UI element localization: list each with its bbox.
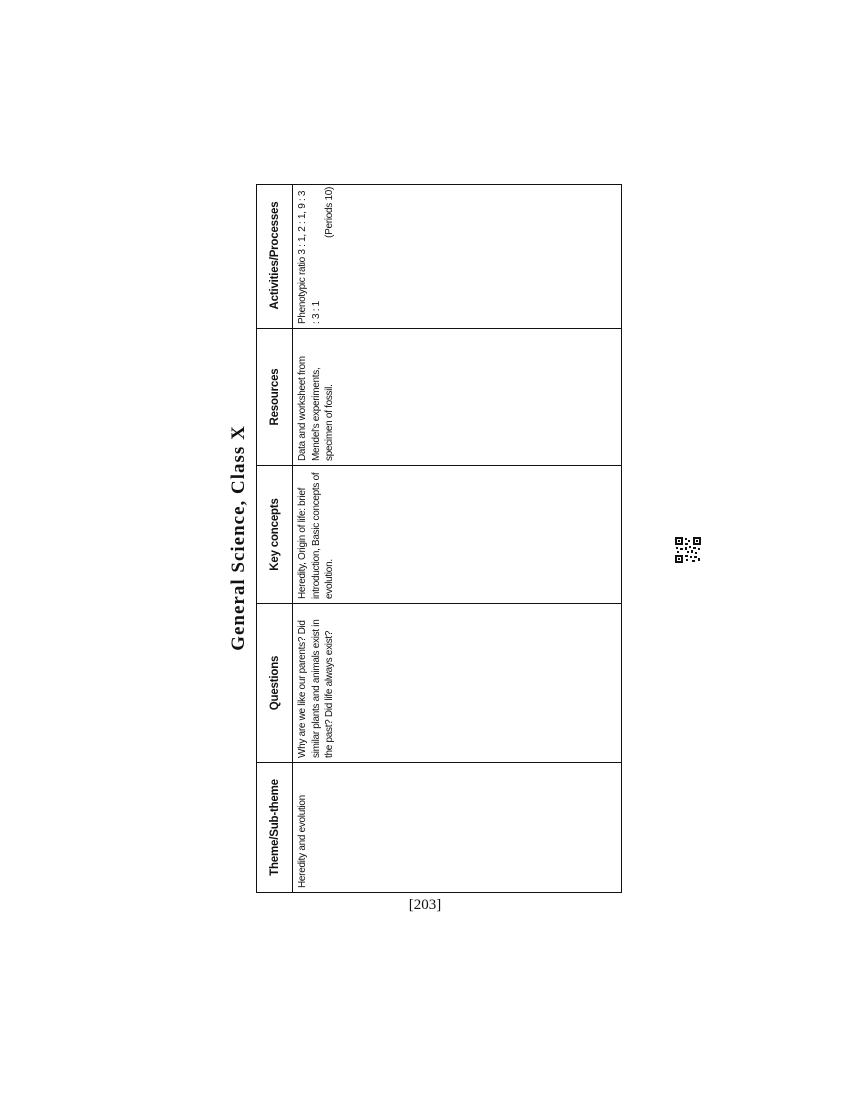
- cell-questions: Why are we like our parents? Did similar plants and animals exist in the past? Did life always exist?: [293, 603, 621, 762]
- cell-resources: Data and worksheet from Mendel's experiments, specimen of fossil.: [293, 328, 621, 465]
- activities-text: Phenotypic ratio 3 : 1, 2 : 1, 9 : 3 : 3 : 1: [297, 190, 322, 324]
- header-activities: Activities/Processes: [257, 184, 293, 328]
- syllabus-table: [256, 184, 622, 893]
- header-theme: Theme/Sub-theme: [257, 762, 293, 892]
- page-title-text: General Science, Class X: [228, 425, 249, 651]
- cell-key-concepts: Heredity, Origin of life: brief introduction, Basic concepts of evolution.: [293, 465, 621, 603]
- header-key-concepts: Key concepts: [257, 465, 293, 603]
- cell-theme: Heredity and evolution: [293, 762, 621, 892]
- cell-activities: [293, 184, 621, 328]
- periods-text: (Periods 10): [324, 187, 335, 238]
- page-number: [203]: [408, 897, 442, 913]
- header-resources: Resources: [257, 328, 293, 465]
- qr-code-icon: [675, 537, 701, 563]
- header-questions: Questions: [257, 603, 293, 762]
- syllabus-table-container: [256, 184, 622, 893]
